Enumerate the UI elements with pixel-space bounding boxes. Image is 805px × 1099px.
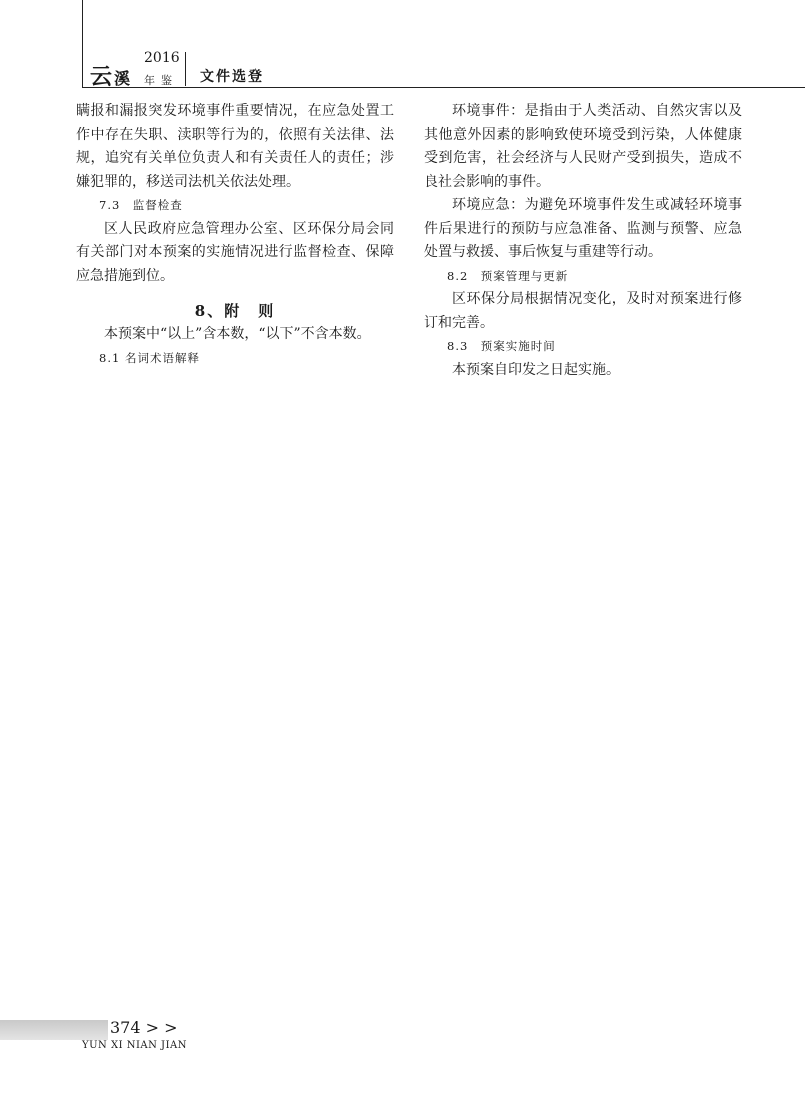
paragraph-implementation: 本预案自印发之日起实施。 (452, 361, 620, 378)
brand-char-1: 云 (90, 64, 115, 90)
header-separator (185, 52, 186, 86)
paragraph-environment-event: 环境事件：是指由于人类活动、自然灾害以及其他意外因素的影响致使环境受到污染，人体健康受到危害，社会经济与人民财产受到损失，造成不良社会影响的事件。 (424, 103, 742, 190)
running-title: YUN XI NIAN JIAN (82, 1040, 187, 1051)
yearbook-brand (90, 60, 132, 91)
year-label: 2016 (144, 50, 180, 66)
year-block (144, 50, 180, 88)
heading-8-1: 8.1 名词术语解释 (99, 350, 200, 365)
right-column (424, 100, 742, 382)
chapter-8-heading: 8、附 则 (194, 302, 276, 320)
heading-8-3: 8.3 预案实施时间 (447, 339, 556, 353)
paragraph-scope-definition: 本预案中“以上”含本数，“以下”不含本数。 (104, 326, 371, 342)
heading-7-3: 7.3 监督检查 (99, 198, 183, 212)
yearbook-label: 年鉴 (144, 74, 178, 87)
brand-char-2: 溪 (114, 69, 133, 88)
paragraph-plan-revision: 区环保分局根据情况变化，及时对预案进行修订和完善。 (424, 291, 742, 331)
heading-8-2: 8.2 预案管理与更新 (447, 268, 569, 283)
left-column (76, 100, 394, 370)
paragraph-environment-emergency: 环境应急：为避免环境事件发生或减轻环境事件后果进行的预防与应急准备、监测与预警、应急处置与救援、事后恢复与重建等行动。 (424, 197, 742, 260)
paragraph-supervision: 区人民政府应急管理办公室、区环保分局会同有关部门对本预案的实施情况进行监督检查、保障应急措施到位。 (76, 220, 394, 284)
header-horizontal-rule (82, 87, 805, 88)
page-number: 374 > > (110, 1018, 178, 1037)
paragraph-accountability: 瞒报和漏报突发环境事件重要情况，在应急处置工作中存在失职、渎职等行为的，依照有关法律、法规，追究有关单位负责人和有关责任人的责任；涉嫌犯罪的，移送司法机关依法处理。 (76, 103, 394, 190)
header-vertical-rule (82, 0, 83, 88)
section-title: 文件选登 (200, 69, 264, 85)
footer-bar (0, 1020, 108, 1040)
